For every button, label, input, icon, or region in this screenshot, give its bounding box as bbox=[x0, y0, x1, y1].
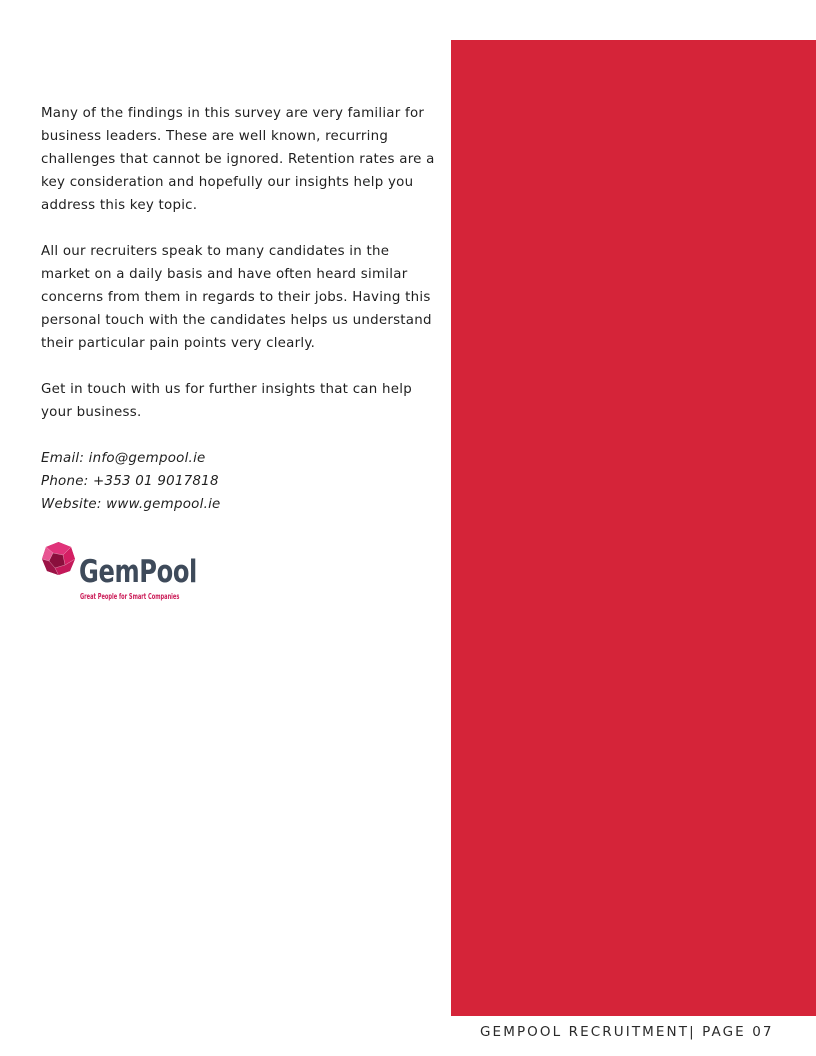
contact-website[interactable]: Website: www.gempool.ie bbox=[41, 497, 221, 512]
contact-phone[interactable]: Phone: +353 01 9017818 bbox=[41, 474, 219, 489]
red-accent-panel bbox=[451, 40, 816, 1016]
paragraph-findings: Many of the findings in this survey are very familiar for business leaders. These are well known, recurring challenges that cannot be ignored. Retention rates are a key consideration and hopefully our insights help you address this key topic. bbox=[41, 106, 435, 213]
body-text-column bbox=[41, 102, 436, 516]
page-footer: GEMPOOL RECRUITMENT| PAGE 07 bbox=[480, 1024, 774, 1040]
paragraph-get-in-touch: Get in touch with us for further insights that can help your business. bbox=[41, 382, 412, 420]
gempool-logo bbox=[41, 541, 201, 603]
paragraph-recruiters: All our recruiters speak to many candidates in the market on a daily basis and have often heard similar concerns from them in regards to their jobs. Having this personal touch with the candidates helps us understand their particular pain points very clearly. bbox=[41, 244, 432, 351]
gem-icon bbox=[41, 541, 76, 576]
contact-email[interactable]: Email: info@gempool.ie bbox=[41, 451, 206, 466]
logo-tagline: Great People for Smart Companies bbox=[80, 591, 180, 601]
logo-wordmark: GemPool bbox=[79, 554, 197, 590]
